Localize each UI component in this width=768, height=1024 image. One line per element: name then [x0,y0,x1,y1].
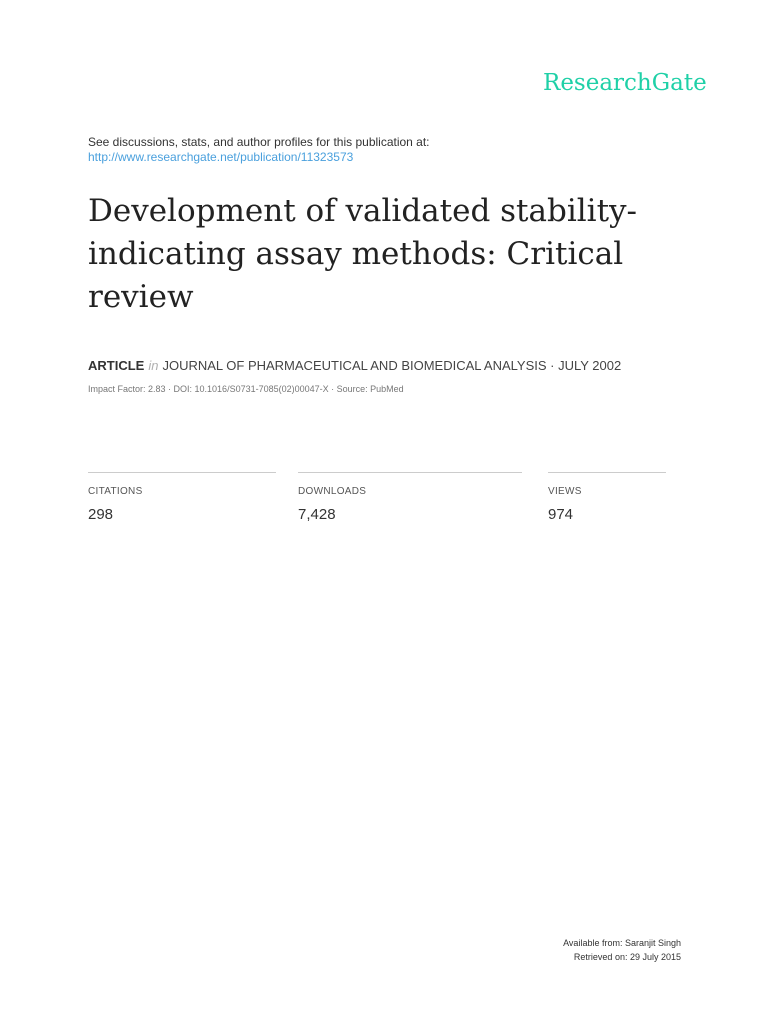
availability-footer [563,936,681,964]
citations-stat [88,472,276,523]
publication-link[interactable]: http://www.researchgate.net/publication/11323573 [88,150,354,164]
available-from: Available from: Saranjit Singh [563,938,681,948]
journal-name[interactable]: JOURNAL OF PHARMACEUTICAL AND BIOMEDICAL ANALYSIS · JULY 2002 [162,358,622,373]
downloads-label: DOWNLOADS [298,486,367,497]
page-title: Development of validated stability-indicating assay methods: Critical review [88,193,638,315]
downloads-stat [298,472,522,523]
retrieved-on: Retrieved on: 29 July 2015 [573,952,681,962]
publication-details: Impact Factor: 2.83 · DOI: 10.1016/S0731-7085(02)00047-X · Source: PubMed [88,384,404,394]
researchgate-logo: ResearchGate [543,70,707,96]
intro-text: See discussions, stats, and author profiles for this publication at: [88,135,430,149]
publication-meta [88,358,621,373]
views-label: VIEWS [548,486,582,497]
views-value: 974 [548,506,574,523]
intro-block [88,135,430,165]
in-label: in [148,358,159,373]
downloads-value: 7,428 [298,506,336,523]
citations-value: 298 [88,506,114,523]
citations-label: CITATIONS [88,486,143,497]
views-stat [548,472,666,523]
publication-type: ARTICLE [88,358,145,373]
